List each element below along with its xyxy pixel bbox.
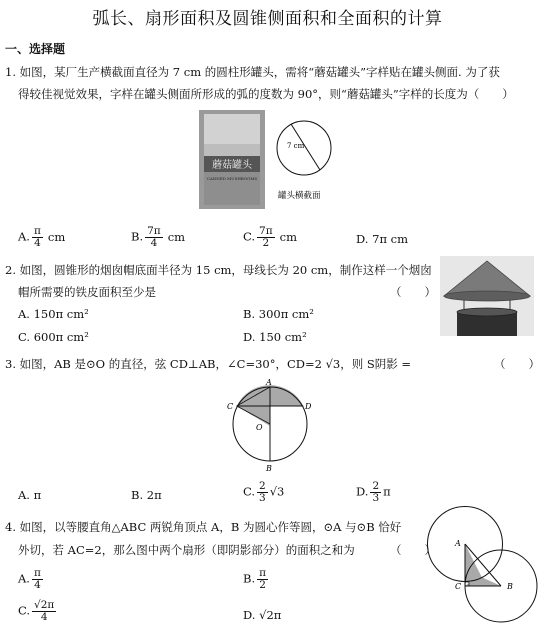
can-cross-section-diagram xyxy=(272,112,342,204)
section-heading: 一、选择题 xyxy=(5,42,66,56)
q4-answer-blank[interactable]: （ ） xyxy=(390,543,436,557)
q3-circle-diagram xyxy=(223,374,319,474)
chimney-cap-diagram xyxy=(440,256,534,336)
can-sublabel: CANNED MUSHROOMS xyxy=(206,176,258,181)
label-b: B xyxy=(507,582,513,591)
q4-circles-diagram xyxy=(436,516,535,636)
q4-text-line2: 外切，若 AC=2，那么图中两个扇形（即阴影部分）的面积之和为 xyxy=(18,543,355,557)
q1-option-d[interactable]: D. 7π cm xyxy=(356,232,409,246)
q2-text-line1: 2. 如图，圆锥形的烟囱帽底面半径为 15 cm，母线长为 20 cm，制作这样一个烟囱 xyxy=(5,263,432,277)
q2-text-line2: 帽所需要的铁皮面积至少是 xyxy=(18,285,156,299)
q1-option-b[interactable]: B. $\frac{7\pi}{4}$ cm xyxy=(131,225,186,250)
label-d: D xyxy=(305,402,312,411)
q1-text-line1: 1. 如图，某厂生产横截面直径为 7 cm 的圆柱形罐头，需将“蘑菇罐头”字样贴在罐头侧面. 为了获 xyxy=(5,65,500,79)
q3-option-d[interactable]: D. $\frac{2}{3}$ π xyxy=(356,480,391,505)
q4-option-c[interactable]: C. $\frac{√2\pi}{4}$ xyxy=(18,599,55,624)
q1-option-c[interactable]: C. $\frac{7\pi}{2}$ cm xyxy=(243,225,297,250)
label-a: A xyxy=(455,539,461,548)
label-c: C xyxy=(227,402,234,411)
q2-answer-blank[interactable]: （ ） xyxy=(390,285,436,299)
can-label: 蘑菇罐头 xyxy=(212,160,252,171)
cone-rim xyxy=(444,291,530,301)
q2-option-a[interactable]: A. 150π cm² xyxy=(18,307,89,321)
label-b: B xyxy=(266,464,272,473)
q2-option-d[interactable]: D. 150 cm² xyxy=(243,330,307,344)
q4-text-line1: 4. 如图，以等腰直角△ABC 两锐角顶点 A，B 为圆心作等圆，⊙A 与⊙B 恰好 xyxy=(5,520,402,534)
q3-option-a[interactable]: A. π xyxy=(18,488,42,502)
diameter-label: 7 cm xyxy=(287,142,305,150)
q3-option-c[interactable]: C. $\frac{2}{3}$ √3 xyxy=(243,480,285,505)
q3-option-b[interactable]: B. 2π xyxy=(131,488,162,502)
q1-text-line2: 得较佳视觉效果，字样在罐头侧面所形成的弧的度数为 90°，则“蘑菇罐头”字样的长度为（ ） xyxy=(18,87,514,101)
label-c: C xyxy=(455,582,462,591)
q2-option-c[interactable]: C. 600π cm² xyxy=(18,330,89,344)
q3-text-line1: 3. 如图，AB 是⊙O 的直径，弦 CD⊥AB，∠C=30°，CD=2 √3，则 S阴影 = xyxy=(5,357,412,371)
diagram-caption: 罐头横截面 xyxy=(278,191,321,201)
page-title: 弧长、扇形面积及圆锥侧面积和全面积的计算 xyxy=(92,9,443,29)
q2-option-b[interactable]: B. 300π cm² xyxy=(243,307,314,321)
label-o: O xyxy=(256,423,263,432)
q4-option-a[interactable]: A. $\frac{\pi}{4}$ xyxy=(18,567,41,592)
can-photo xyxy=(199,110,265,209)
q3-answer-blank[interactable]: （ ） xyxy=(494,357,540,371)
q4-option-b[interactable]: B. $\frac{\pi}{2}$ xyxy=(243,567,267,592)
q1-option-a[interactable]: A. $\frac{\pi}{4}$ cm xyxy=(18,225,66,250)
q4-option-d[interactable]: D. √2π xyxy=(243,608,282,622)
label-a: A xyxy=(266,378,272,387)
